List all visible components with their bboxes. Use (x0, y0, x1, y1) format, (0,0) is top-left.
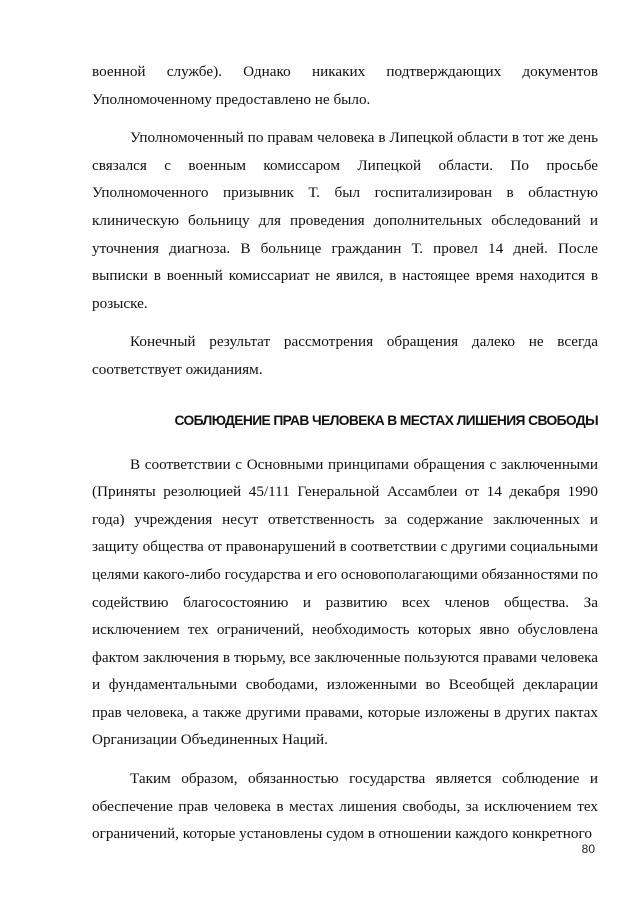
paragraph-ombudsman-action: Уполномоченный по правам человека в Липецкой области в тот же день связался с военным комиссаром Липецкой области. По просьбе Уполномоченного призывник Т. был госпитализирован в областную клиническую больницу для проведения дополнительных обследований и уточнения диагноза. В больнице гражданин Т. провел 14 дней. После выписки в военный комиссариат не явился, в настоящее время находится в розыске. (92, 129, 598, 312)
page-number: 80 (581, 842, 595, 856)
section-heading: СОБЛЮДЕНИЕ ПРАВ ЧЕЛОВЕКА В МЕСТАХ ЛИШЕНИЯ СВОБОДЫ (174, 412, 598, 428)
document-page (92, 58, 598, 848)
paragraph-result: Конечный результат рассмотрения обращения далеко не всегда соответствует ожиданиям. (92, 333, 598, 378)
paragraph-continuation: военной службе). Однако никаких подтверждающих документов Уполномоченному предоставлено не было. (92, 63, 598, 108)
paragraph-principles: В соответствии с Основными принципами обращения с заключенными (Приняты резолюцией 45/111 Генеральной Ассамблеи от 14 декабря 1990 года) учреждения несут ответственность за содержание заключенных и защиту общества от правонарушений в соответствии с другими социальными целями какого-либо государства и его основополагающими обязанностями по содействию благосостоянию и развитию всех членов общества. За исключением тех ограничений, необходимость которых явно обусловлена фактом заключения в тюрьму, все заключенные пользуются правами человека и фундаментальными свободами, изложенными во Всеобщей декларации прав человека, а также другими правами, которые изложены в других пактах Организации Объединенных Наций. (92, 455, 598, 749)
paragraph-state-obligation: Таким образом, обязанностью государства является соблюдение и обеспечение прав человека в местах лишения свободы, за исключением тех ограничений, которые установлены судом в отношении каждого конкретного (92, 770, 598, 843)
